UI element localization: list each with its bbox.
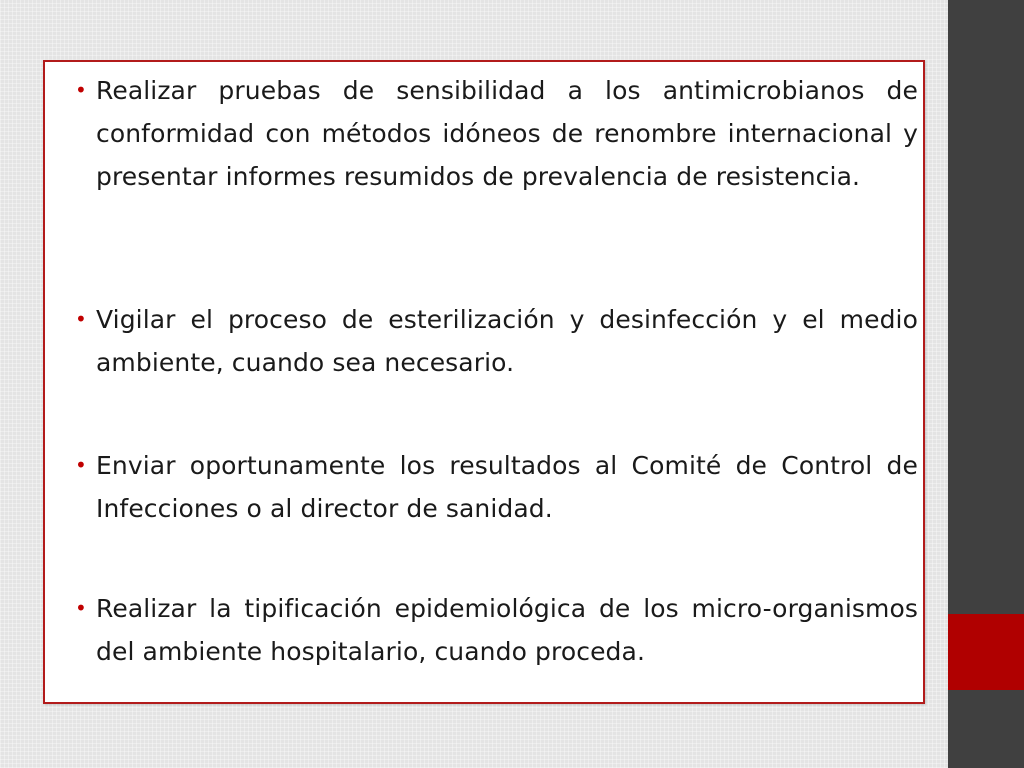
list-item — [74, 298, 918, 384]
list-item — [74, 444, 918, 530]
bullet-text: Realizar pruebas de sensibilidad a los antimicrobianos de conformidad con métodos idóneos de renombre internacional y presentar informes resumidos de prevalencia de resistencia. — [96, 76, 918, 191]
bullet-icon: • — [75, 78, 87, 102]
bullet-icon: • — [75, 307, 87, 331]
bullet-text: Enviar oportunamente los resultados al Comité de Control de Infecciones o al director de sanidad. — [96, 451, 918, 523]
list-item — [74, 69, 918, 198]
bullet-icon: • — [75, 453, 87, 477]
bullet-text: Realizar la tipificación epidemiológica de los micro-organismos del ambiente hospitalario, cuando proceda. — [96, 594, 918, 666]
side-accent-block — [948, 614, 1024, 690]
list-item — [74, 587, 918, 673]
bullet-icon: • — [75, 596, 87, 620]
bullet-text: Vigilar el proceso de esterilización y desinfección y el medio ambiente, cuando sea necesario. — [96, 305, 918, 377]
content-box — [43, 60, 925, 704]
